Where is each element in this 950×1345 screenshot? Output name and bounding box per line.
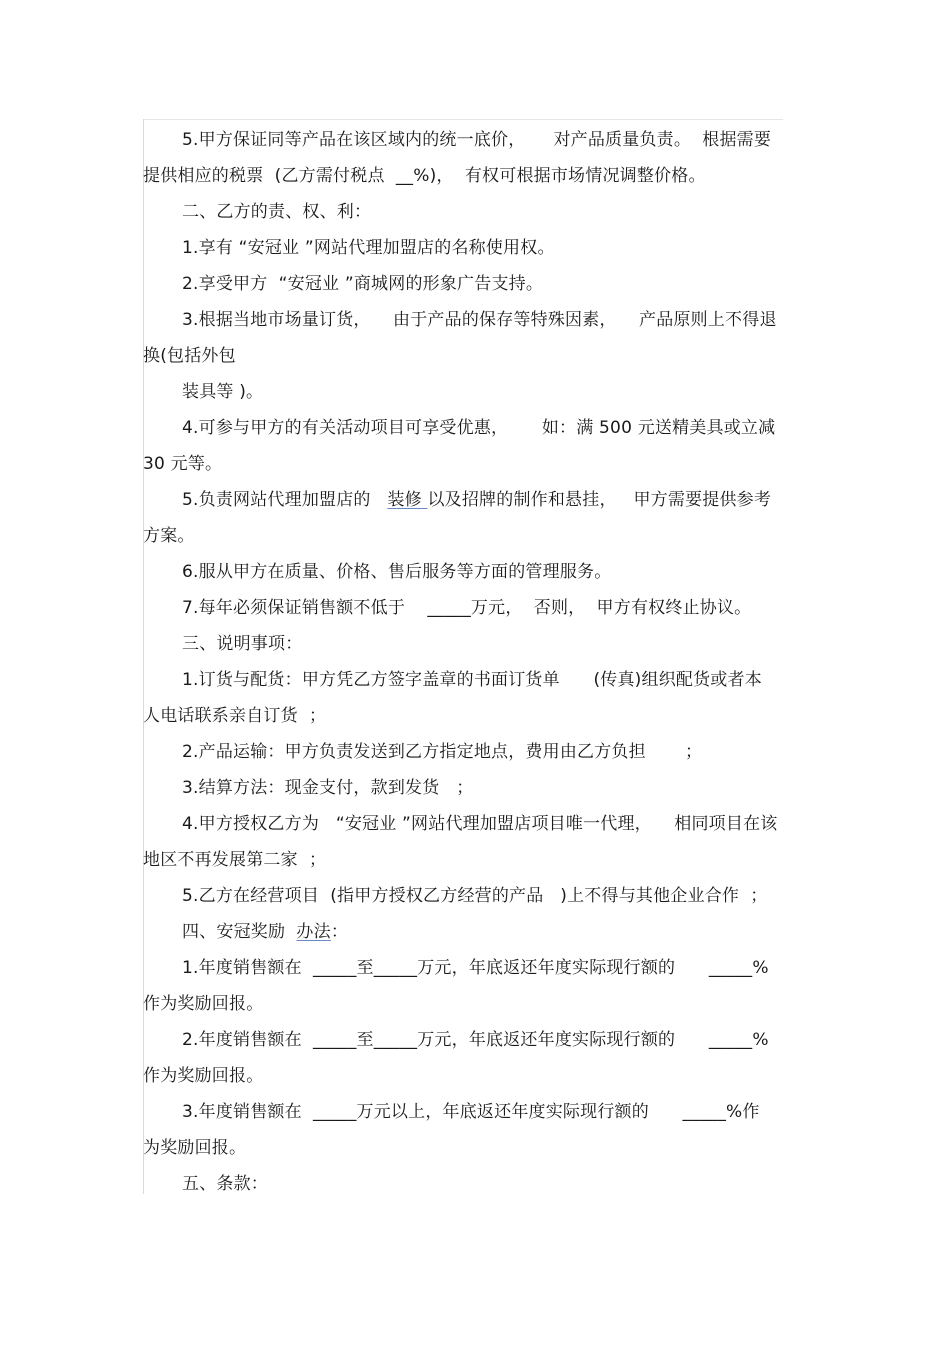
paragraph-line: 提供相应的税票 (乙方需付税点 __%)， 有权可根据市场情况调整价格。 [143,166,706,186]
paragraph-line: 为奖励回报。 [143,1138,247,1158]
paragraph-line: 2.享受甲方 “安冠业 ”商城网的形象广告支持。 [182,274,544,294]
paragraph-line: 6.服从甲方在质量、价格、售后服务等方面的管理服务。 [182,562,612,582]
paragraph-line: 7.每年必须保证销售额不低于 _____万元， 否则， 甲方有权终止协议。 [182,598,752,618]
paragraph-line: 5.乙方在经营项目 (指甲方授权乙方经营的产品 )上不得与其他企业合作 ； [182,886,768,906]
line-text: 以及招牌的制作和悬挂， 甲方需要提供参考 [427,490,772,510]
line-text: ： [330,922,349,942]
paragraph-line: 3.年度销售额在 _____万元以上，年底返还年度实际现行额的 _____%作 [182,1102,760,1122]
paragraph-line: 地区不再发展第二家 ； [143,850,327,870]
paragraph-line: 人电话联系亲自订货 ； [143,706,327,726]
left-margin-line [143,119,144,1194]
paragraph-line: 3.根据当地市场量订货， 由于产品的保存等特殊因素， 产品原则上不得退 [182,310,777,330]
paragraph-line: 装具等 )。 [182,382,264,402]
paragraph-line [182,489,771,511]
paragraph-line: 3.结算方法：现金支付，款到发货 ； [182,778,474,798]
paragraph-line: 换(包括外包 [143,346,236,366]
paragraph-line: 1.订货与配货：甲方凭乙方签字盖章的书面订货单 (传真)组织配货或者本 [182,670,762,690]
paragraph-line: 1.年度销售额在 _____至_____万元，年底返还年度实际现行额的 _____% [182,958,769,978]
paragraph-line: 作为奖励回报。 [143,1066,264,1086]
section-heading: 三、说明事项： [182,634,303,654]
decoration-link[interactable]: 装修 [387,490,428,510]
paragraph-line: 作为奖励回报。 [143,994,264,1014]
section-heading: 二、乙方的责、权、利： [182,202,372,222]
line-text: 5.负责网站代理加盟店的 [182,490,388,510]
paragraph-line: 4.甲方授权乙方为 “安冠业 ”网站代理加盟店项目唯一代理， 相同项目在该 [182,814,778,834]
line-text: 四、安冠奖励 [182,922,297,942]
paragraph-line: 1.享有 “安冠业 ”网站代理加盟店的名称使用权。 [182,238,555,258]
paragraph-line: 方案。 [143,526,195,546]
paragraph-line: 30 元等。 [143,454,223,474]
top-divider [143,119,783,120]
paragraph-line: 2.年度销售额在 _____至_____万元，年底返还年度实际现行额的 _____% [182,1030,769,1050]
method-link[interactable]: 办法 [296,922,331,942]
paragraph-line: 5.甲方保证同等产品在该区域内的统一底价， 对产品质量负责。 根据需要 [182,130,772,150]
paragraph-line: 4.可参与甲方的有关活动项目可享受优惠， 如：满 500 元送精美具或立减 [182,418,776,438]
section-heading: 五、条款： [182,1174,268,1194]
section-heading [182,921,348,943]
paragraph-line: 2.产品运输：甲方负责发送到乙方指定地点，费用由乙方负担 ； [182,742,703,762]
